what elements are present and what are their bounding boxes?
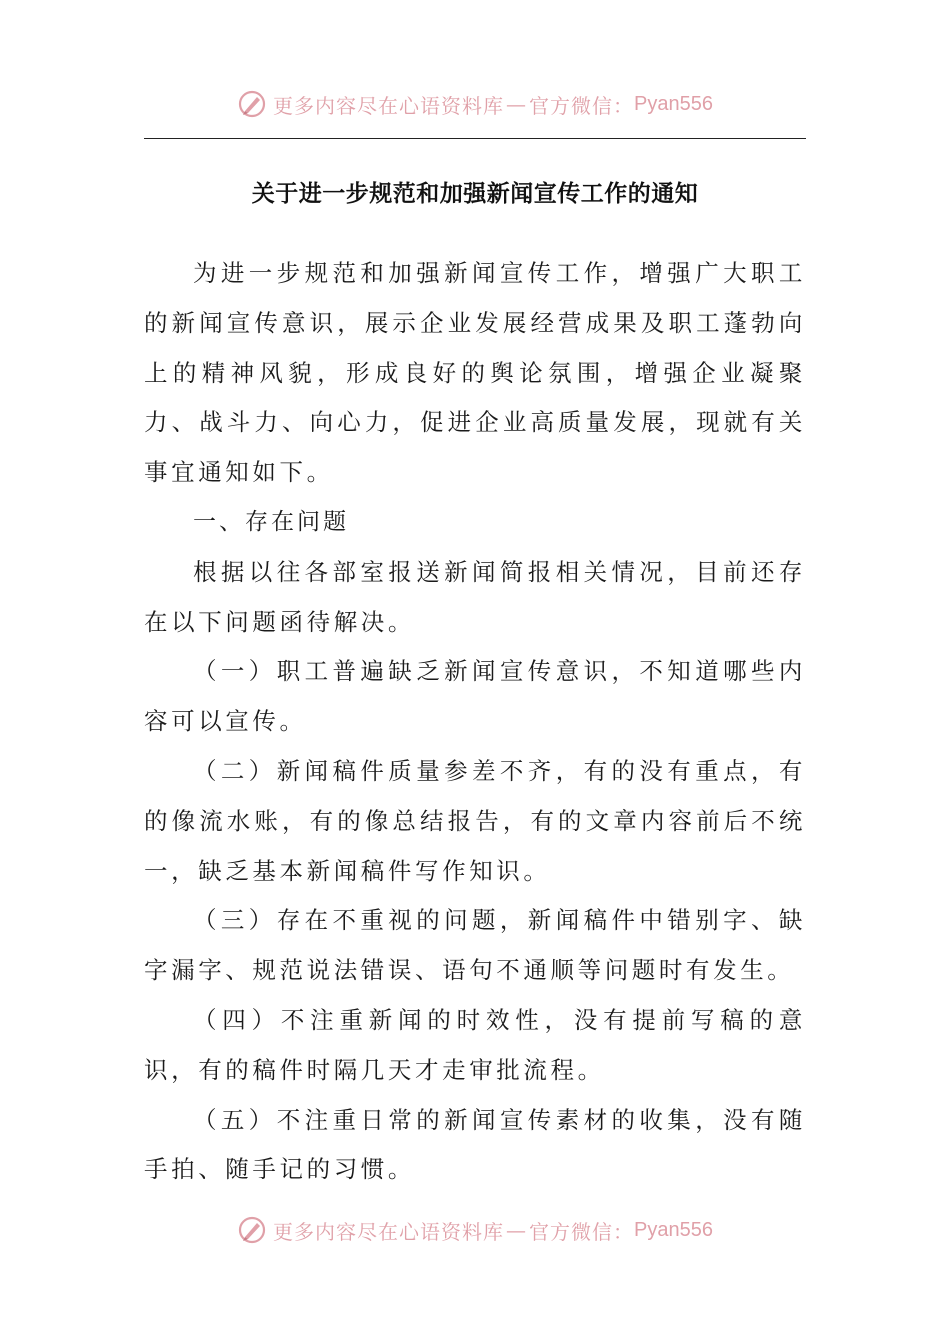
problem-item-3: （三）存在不重视的问题，新闻稿件中错别字、缺字漏字、规范说法错误、语句不通顺等问题时有发生。 (144, 906, 806, 985)
watermark-wechat-label: 官方微信： (529, 93, 635, 118)
watermark-separator: — (506, 1218, 528, 1242)
pen-logo-icon (237, 89, 267, 119)
watermark-wechat-id: Pyan556 (634, 1218, 713, 1241)
problem-item-2: （二）新闻稿件质量参差不齐，有的没有重点，有的像流水账，有的像总结报告，有的文章内容前后不统一，缺乏基本新闻稿件写作知识。 (144, 756, 806, 885)
header-watermark (0, 84, 950, 124)
footer-watermark (0, 1210, 950, 1250)
watermark-wechat-id: Pyan556 (634, 92, 713, 115)
problem-item-4: （四）不注重新闻的时效性，没有提前写稿的意识，有的稿件时隔几天才走审批流程。 (144, 1005, 806, 1084)
intro-paragraph: 为进一步规范和加强新闻宣传工作，增强广大职工的新闻宣传意识，展示企业发展经营成果及职工蓬勃向上的精神风貌，形成良好的舆论氛围，增强企业凝聚力、战斗力、向心力，促进企业高质量发展，现就有关事宜通知如下。 (144, 259, 806, 487)
pen-logo-icon (237, 1215, 267, 1245)
section-heading: 一、存在问题 (193, 508, 349, 535)
problem-item-5: （五）不注重日常的新闻宣传素材的收集，没有随手拍、随手记的习惯。 (144, 1105, 806, 1184)
watermark-wechat-label: 官方微信： (529, 1219, 635, 1244)
section-lead-paragraph: 根据以往各部室报送新闻简报相关情况，目前还存在以下问题函待解决。 (144, 557, 806, 636)
document-body (144, 172, 806, 1195)
watermark-separator: — (506, 92, 528, 116)
watermark-text: 更多内容尽在心语资料库 (273, 93, 505, 118)
watermark-text: 更多内容尽在心语资料库 (273, 1219, 505, 1244)
header-divider (144, 138, 806, 139)
problem-item-1: （一）职工普遍缺乏新闻宣传意识，不知道哪些内容可以宣传。 (144, 657, 806, 736)
document-title: 关于进一步规范和加强新闻宣传工作的通知 (251, 181, 699, 207)
